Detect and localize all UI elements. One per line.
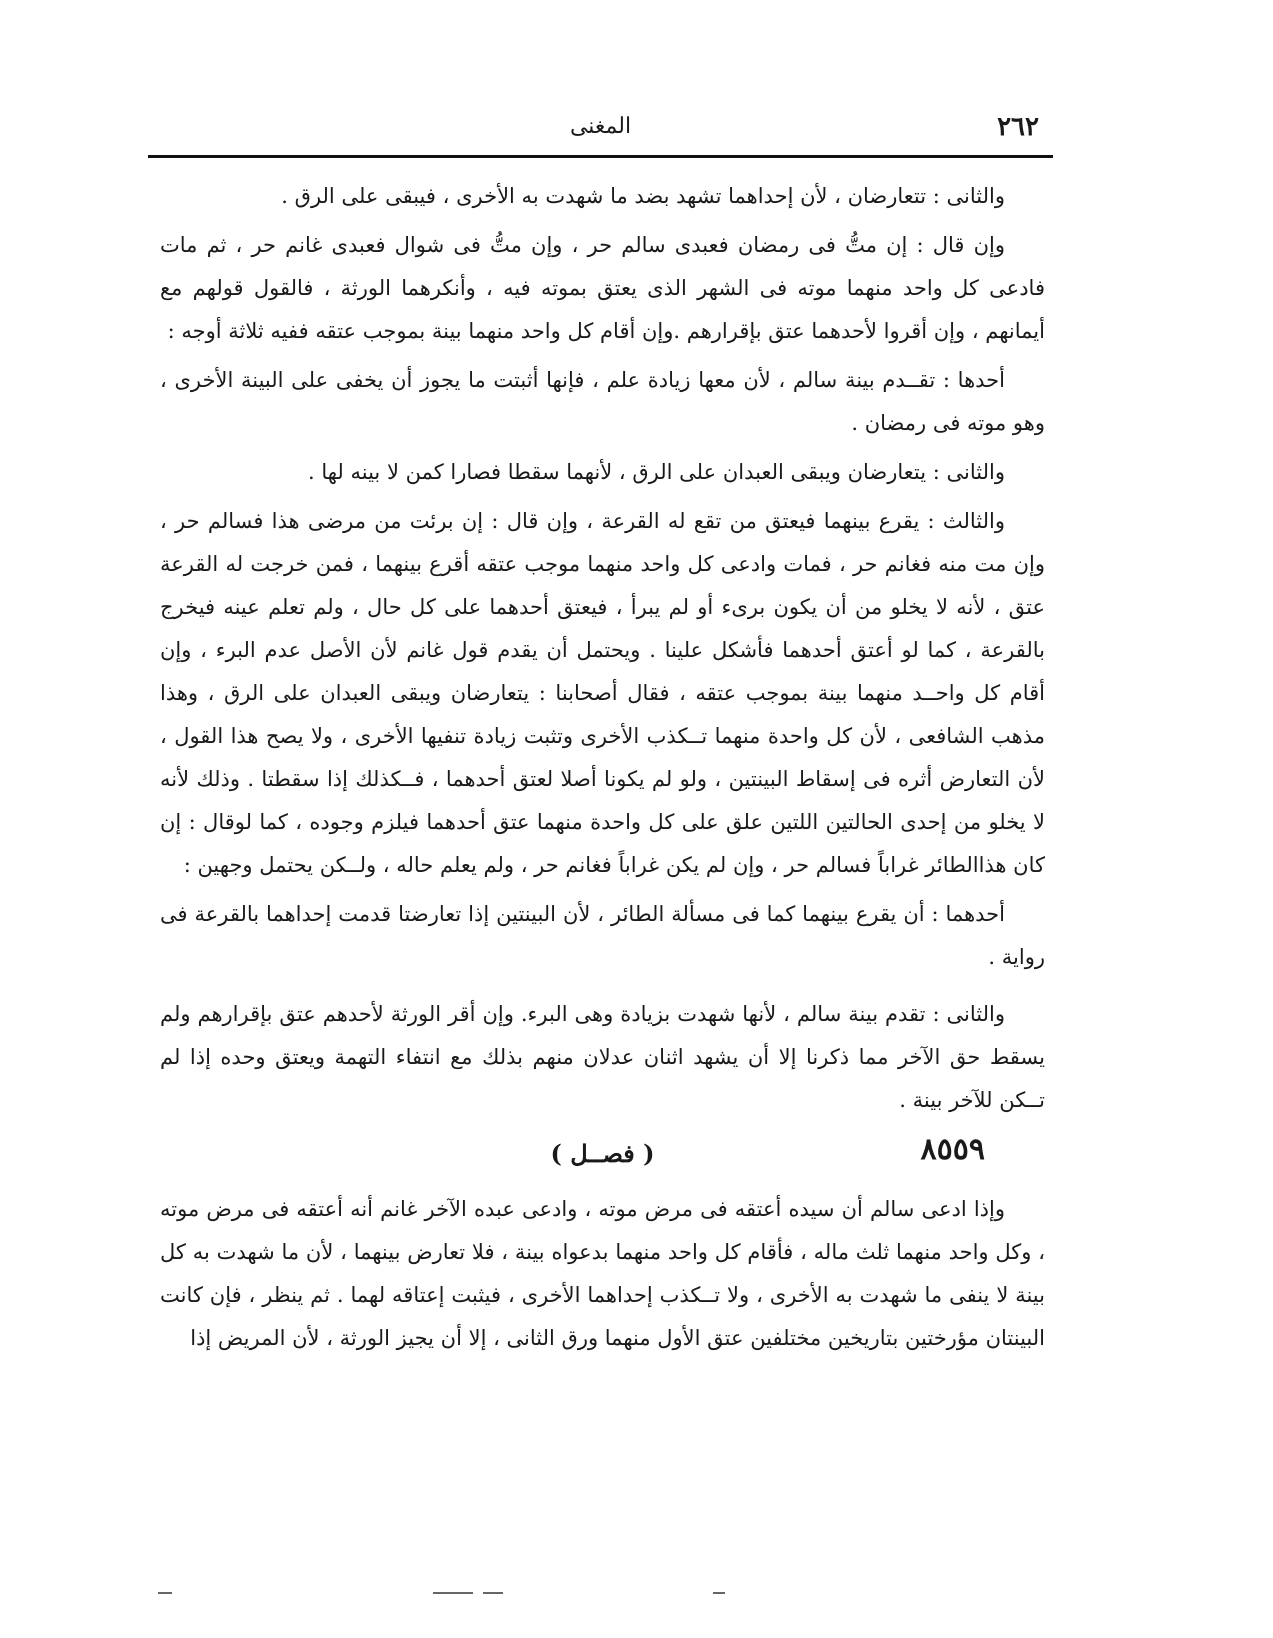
paragraph: والثانى : تتعارضان ، لأن إحداهما تشهد بضد ما شهدت به الأخرى ، فيبقى على الرق . bbox=[281, 184, 1005, 208]
header-rule bbox=[148, 155, 1053, 158]
paragraph: وإن قال : إن متُّ فى رمضان فعبدى سالم حر ، وإن متُّ فى شوال فعبدى غانم حر ، ثم مات فادعى كل واحد منهما موته فى الشهر الذى يعتق بموته فيه ، وأنكرهما الورثة ، فالقول قولهم مع أيمانهم ، وإن أقروا لأحدهما عتق بإقرارهم .وإن أقام كل واحد منهما بينة بموجب عتقه ففيه ثلاثة أوجه : bbox=[160, 233, 1045, 343]
paragraph: وإذا ادعى سالم أن سيده أعتقه فى مرض موته ، وادعى عبده الآخر غانم أنه أعتقه فى مرض موته ، وكل واحد منهما ثلث ماله ، فأقام كل واحد منهما بدعواه بينة ، فلا تعارض بينهما ، لأن ما شهدت به كل بينة لا ينفى ما شهدت به الأخرى ، ولا تــكذب إحداهما الأخرى ، فيثبت إعتاقه لهما . ثم ينظر ، فإن كانت البينتان مؤرختين بتاريخين مختلفين عتق الأول منهما ورق الثانى ، إلا أن يجيز الورثة ، لأن المريض إذا bbox=[160, 1197, 1045, 1350]
section-heading bbox=[160, 1128, 1045, 1178]
paragraph: والثانى : يتعارضان ويبقى العبدان على الرق ، لأنهما سقطا فصارا كمن لا بينه لها . bbox=[307, 460, 1005, 484]
footer-dash bbox=[158, 1592, 172, 1594]
section-number: ٨٥٥٩ bbox=[920, 1132, 985, 1167]
section-title: ( فصــل ) bbox=[550, 1139, 655, 1168]
paragraph: والثانى : تقدم بينة سالم ، لأنها شهدت بزيادة وهى البرء. وإن أقر الورثة لأحدهم عتق بإقرارهم ولم يسقط حق الآخر مما ذكرنا إلا أن يشهد اثنان عدلان منهم بذلك مع انتفاء التهمة ويعتق وحده إذا لم تــكن للآخر بينة . bbox=[160, 1002, 1045, 1112]
paragraph: أحدها : تقــدم بينة سالم ، لأن معها زيادة علم ، فإنها أثبتت ما يجوز أن يخفى على البينة الأخرى ، وهو موته فى رمضان . bbox=[160, 368, 1045, 435]
paragraph: والثالث : يقرع بينهما فيعتق من تقع له القرعة ، وإن قال : إن برئت من مرضى هذا فسالم حر ، وإن مت منه فغانم حر ، فمات وادعى كل واحد منهما موجب عتقه أقرع بينهما ، فمن خرجت له القرعة عتق ، لأنه لا يخلو من أن يكون برىء أو لم يبرأ ، فيعتق أحدهما على كل حال ، ولم تعلم عينه فيخرج بالقرعة ، كما لو أعتق أحدهما فأشكل علينا . ويحتمل أن يقدم قول غانم لأن الأصل عدم البرء ، وإن أقام كل واحــد منهما بينة بموجب عتقه ، فقال أصحابنا : يتعارضان ويبقى العبدان على الرق ، وهذا مذهب الشافعى ، لأن كل واحدة منهما تــكذب الأخرى وتثبت زيادة تنفيها الأخرى ، ولا يصح هذا القول ، لأن التعارض أثره فى إسقاط البينتين ، ولو لم يكونا أصلا لعتق أحدهما ، فــكذلك إذا سقطتا . وذلك لأنه لا يخلو من إحدى الحالتين اللتين علق على كل واحدة منهما عتق أحدهما فيلزم وجوده ، كما لوقال : إن كان هذاالطائر غراباً فسالم حر ، وإن لم يكن غراباً فغانم حر ، ولم يعلم حاله ، ولــكن يحتمل وجهين : bbox=[160, 509, 1045, 877]
page-header bbox=[148, 112, 1053, 152]
footer-marks bbox=[148, 1592, 1053, 1598]
footer-dash bbox=[713, 1592, 725, 1594]
footer-dash bbox=[433, 1592, 473, 1594]
running-title: المغنى bbox=[569, 114, 632, 139]
body-text bbox=[160, 175, 1045, 1366]
paragraph: أحدهما : أن يقرع بينهما كما فى مسألة الطائر ، لأن البينتين إذا تعارضتا قدمت إحداهما بالقرعة فى رواية . bbox=[160, 902, 1045, 969]
page-number: ٢٦٢ bbox=[997, 112, 1039, 142]
footer-dash bbox=[483, 1592, 503, 1594]
